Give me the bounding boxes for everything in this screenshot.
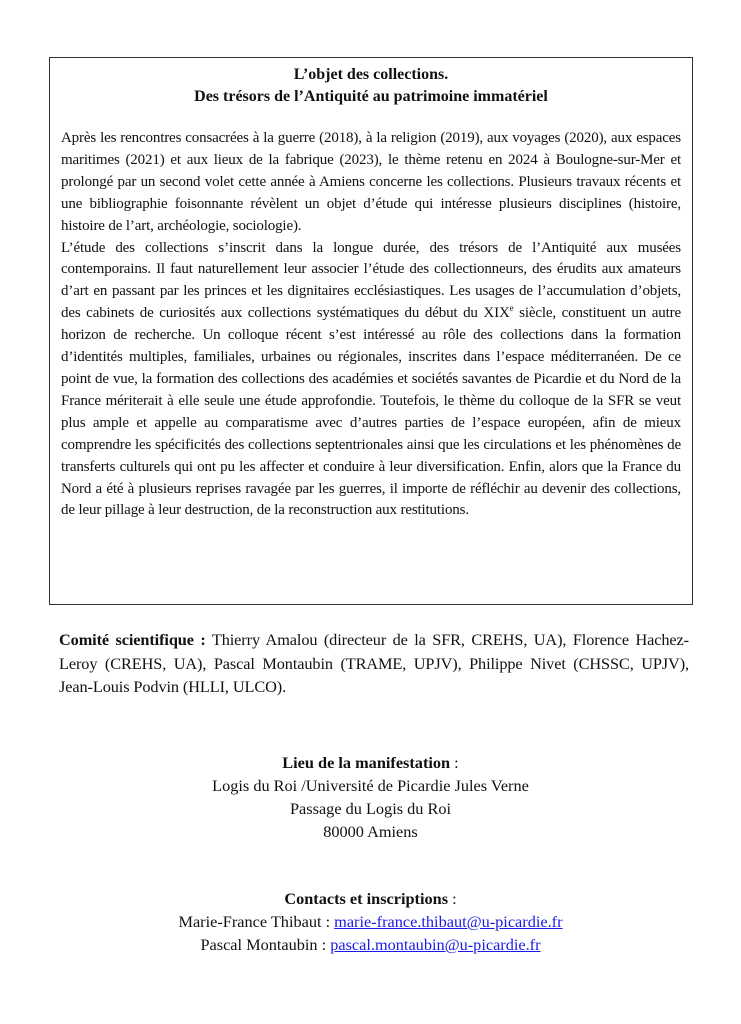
contacts-section [0, 887, 741, 956]
venue-heading-suffix: : [450, 753, 459, 772]
contact-name: Pascal Montaubin : [200, 935, 331, 954]
venue-section [0, 751, 741, 843]
paragraph-2-part-1: L’étude des collections s’inscrit dans la longue durée, des trésors de l’Antiquité aux musées contemporains. Il faut naturellement leur associer l’étude des collectionneurs, des érudits aux amateurs d’art en passant par les princes et les dignitaires ecclésiastiques. Les usages de l’accumulation d’objets, des cabinets de curiosités aux collections systématiques du début du XIX [61, 239, 681, 322]
contact-email-link[interactable]: pascal.montaubin@u-picardie.fr [330, 935, 541, 954]
box-body [61, 128, 681, 522]
century-superscript: e [509, 303, 514, 314]
scientific-committee [59, 628, 689, 699]
venue-line-3: 80000 Amiens [323, 822, 418, 841]
committee-members: Thierry Amalou (directeur de la SFR, CREHS, UA), Florence Hachez-Leroy (CREHS, UA), Pascal Montaubin (TRAME, UPJV), Philippe Nivet (CHSSC, UPJV), Jean-Louis Podvin (HLLI, ULCO). [59, 630, 689, 696]
contact-email-link[interactable]: marie-france.thibaut@u-picardie.fr [334, 912, 563, 931]
contacts-heading: Contacts et inscriptions [284, 889, 449, 908]
paragraph-1: Après les rencontres consacrées à la guerre (2018), à la religion (2019), aux voyages (2020), aux espaces maritimes (2021) et aux lieux de la fabrique (2023), le thème retenu en 2024 à Boulogne-sur-Mer et prolongé par un second volet cette année à Amiens concerne les collections. Plusieurs travaux récents et une bibliographie foisonnante révèlent un objet d’étude qui intéresse plusieurs disciplines (histoire, histoire de l’art, archéologie, sociologie). [61, 130, 681, 234]
committee-label: Comité scientifique : [59, 630, 206, 649]
venue-heading: Lieu de la manifestation [282, 753, 451, 772]
contact-name: Marie-France Thibaut : [178, 912, 335, 931]
box-title [61, 64, 681, 108]
contact-row [0, 933, 741, 956]
paragraph-2-part-2: siècle, constituent un autre horizon de recherche. Un colloque récent s’est intéressé au rôle des collections dans la formation d’identités multiples, familiales, urbaines ou régionales, inscrites dans l’espace méditerranéen. De ce point de vue, la formation des collections des académies et sociétés savantes de Picardie et du Nord de la France mériterait à elle seule une étude approfondie. Toutefois, le thème du colloque de la SFR se veut plus ample et appelle au comparatisme avec d’autres parties de l’espace européen, afin de mieux comprendre les spécificités des collections septentrionales ainsi que les circulations et les phénomènes de transferts culturels qui ont pu les affecter et conduire à leur diversification. Enfin, alors que la France du Nord a été à plusieurs reprises ravagée par les guerres, il importe de réfléchir au devenir des collections, de leur pillage à leur destruction, de la reconstruction aux restitutions. [61, 305, 681, 519]
venue-line-1: Logis du Roi /Université de Picardie Jules Verne [212, 776, 529, 795]
contact-row [0, 910, 741, 933]
venue-line-2: Passage du Logis du Roi [290, 799, 451, 818]
call-for-papers-box [49, 57, 693, 605]
title-line-1: L’objet des collections. [293, 66, 449, 83]
paragraph-2 [61, 238, 681, 523]
title-line-2: Des trésors de l’Antiquité au patrimoine immatériel [194, 88, 548, 105]
contacts-heading-suffix: : [448, 889, 457, 908]
